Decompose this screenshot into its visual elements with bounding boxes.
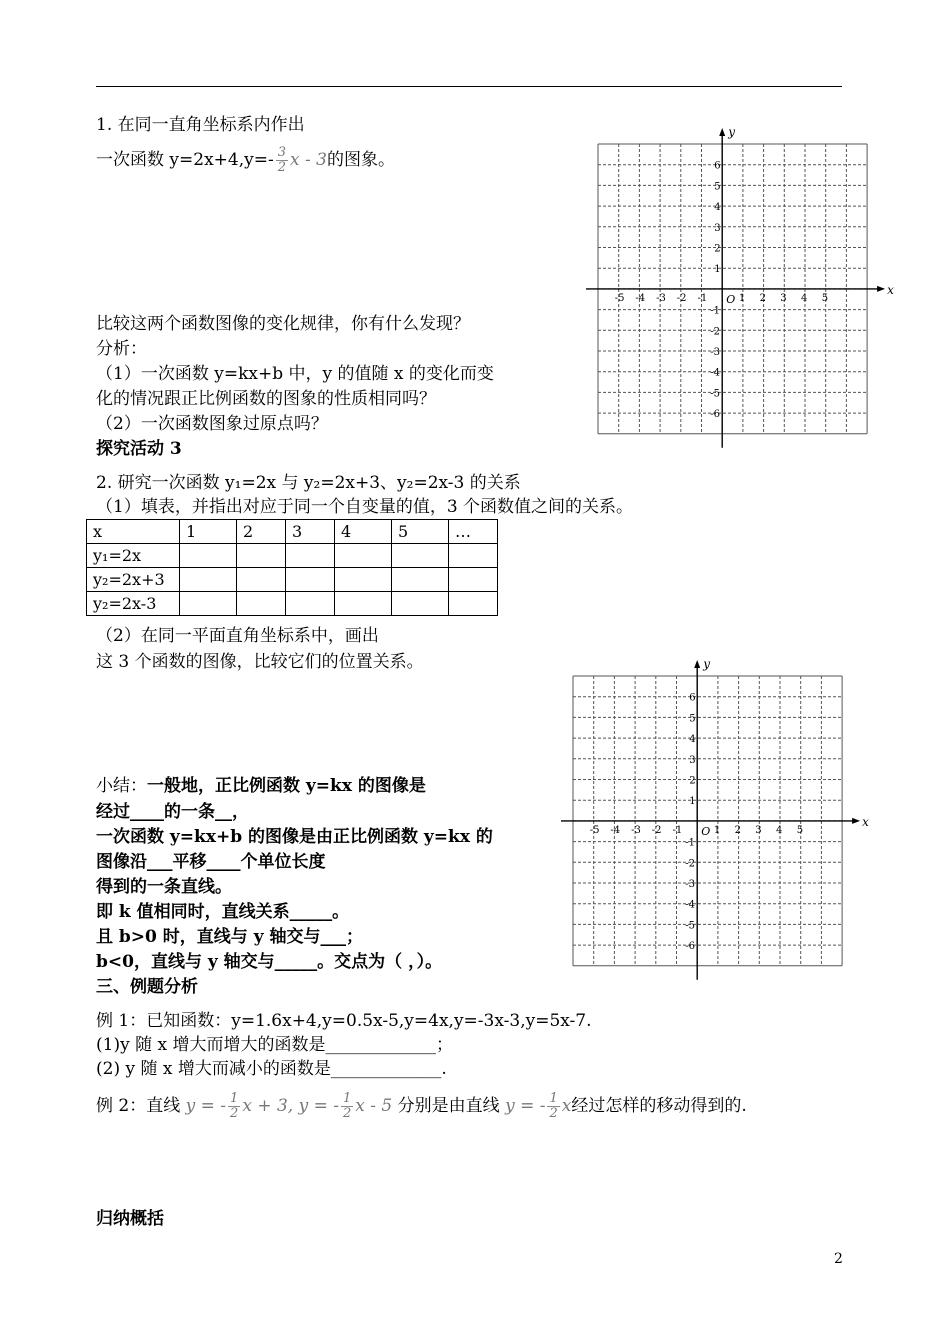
example-2: 例 2：直线 y = - $\frac{1}{2}$ x + 3, y = - $\frac{1}{2}$ x - 5 分别是由直线 y = - $\frac{1}{2}$ x经过怎样的移动得到的.	[96, 1091, 747, 1121]
summary-line7: 且 b>0 时，直线与 y 轴交与___；	[96, 927, 364, 947]
y-tick-label: -3	[710, 347, 720, 358]
example-1-part1: (1)y 随 x 增大而增大的函数是_____________；	[96, 1035, 453, 1055]
y-tick-label: -2	[710, 326, 720, 338]
table-header-cell: 2	[237, 520, 286, 544]
y-tick-label: -3	[685, 879, 695, 890]
y-axis-arrow	[694, 660, 700, 668]
table-header-cell: 5	[392, 520, 449, 544]
table-header-row	[87, 520, 498, 544]
summary-line6: 即 k 值相同时，直线关系_____。	[96, 902, 350, 922]
analysis-1-line1: （1）一次函数 y=kx+b 中，y 的值随 x 的变化而变	[96, 364, 494, 384]
y-tick-label: -1	[710, 305, 720, 317]
y-tick-label: 5	[689, 713, 696, 725]
x-tick-label: -3	[631, 824, 641, 836]
x-tick-label: 4	[776, 824, 783, 836]
analysis-label: 分析：	[96, 339, 147, 359]
x-tick-label: 4	[801, 292, 808, 304]
examples-heading: 三、例题分析	[96, 977, 198, 997]
header-rule	[96, 86, 842, 87]
x-tick-label: 1	[713, 824, 721, 836]
analysis-2: （2）一次函数图象过原点吗？	[96, 414, 328, 434]
x-tick-label: -3	[656, 292, 666, 304]
y-tick-label: 6	[689, 692, 696, 704]
y-tick-label: 6	[714, 160, 721, 172]
y-tick-label: -6	[710, 409, 720, 421]
summary-heading: 归纳概括	[96, 1209, 164, 1229]
x-axis-label: x	[862, 814, 869, 829]
summary-line2: 经过____的一条__，	[96, 802, 249, 822]
table-row-label: y₂=2x-3	[87, 592, 180, 616]
fraction-one-half: $\frac{1}{2}$	[343, 1091, 352, 1121]
table-row	[87, 544, 498, 568]
x-tick-label: -5	[614, 292, 625, 304]
fraction-three-halves: $\frac{3}{2}$	[277, 145, 286, 175]
question-1-line1: 1. 在同一直角坐标系内作出	[96, 115, 305, 135]
table-row	[87, 568, 498, 592]
fraction-one-half: $\frac{1}{2}$	[549, 1091, 558, 1121]
summary-line5: 得到的一条直线。	[96, 877, 232, 897]
x-axis-arrow	[852, 818, 860, 824]
table-row-label: y₂=2x+3	[87, 568, 180, 592]
x-tick-label: 3	[755, 824, 762, 836]
x-tick-label: -4	[610, 824, 621, 836]
y-tick-label: 5	[714, 181, 721, 193]
y-tick-label: -2	[685, 858, 695, 870]
summary-line1: 小结：一般地，正比例函数 y=kx 的图像是	[96, 776, 426, 796]
y-tick-label: -4	[685, 899, 695, 911]
y-tick-label: 2	[714, 243, 721, 255]
x-tick-label: -5	[589, 824, 600, 836]
example-1-part2: (2) y 随 x 增大而减小的函数是_____________.	[96, 1059, 447, 1079]
fraction-one-half: $\frac{1}{2}$	[230, 1091, 239, 1121]
y-tick-label: 4	[689, 734, 696, 746]
x-axis-label: x	[887, 282, 894, 297]
coordinate-grid-1	[586, 124, 894, 450]
example-1: 例 1：已知函数：y=1.6x+4,y=0.5x-5,y=4x,y=-3x-3,y=5x-7.	[96, 1011, 592, 1031]
analysis-1-line2: 化的情况跟正比例函数的图象的性质相同吗？	[96, 389, 436, 409]
x-tick-label: 2	[759, 292, 766, 304]
y-tick-label: 1	[714, 264, 721, 276]
y-tick-label: 1	[689, 796, 696, 808]
value-table	[86, 519, 498, 616]
question-2-2-line1: （2）在同一平面直角坐标系中，画出	[96, 626, 379, 646]
table-header-cell: 1	[180, 520, 237, 544]
x-tick-label: -2	[651, 824, 662, 836]
x-tick-label: 2	[734, 824, 741, 836]
y-tick-label: 3	[714, 222, 721, 234]
summary-line4: 图像沿___平移____个单位长度	[96, 852, 326, 872]
question-2: 2. 研究一次函数 y₁=2x 与 y₂=2x+3、y₂=2x-3 的关系	[96, 473, 521, 493]
y-tick-label: 3	[689, 754, 696, 766]
table-header-cell: x	[87, 520, 180, 544]
question-2-1: （1）填表，并指出对应于同一个自变量的值，3 个函数值之间的关系。	[96, 497, 634, 517]
x-tick-label: 5	[821, 292, 829, 304]
compare-question: 比较这两个函数图像的变化规律，你有什么发现？	[96, 314, 470, 334]
y-axis-label: y	[703, 657, 710, 671]
table-header-cell: 4	[335, 520, 392, 544]
x-tick-label: 5	[796, 824, 804, 836]
x-tick-label: -1	[697, 292, 708, 304]
y-tick-label: -6	[685, 941, 695, 953]
coordinate-grid-2	[561, 656, 869, 982]
table-row	[87, 592, 498, 616]
y-tick-label: 4	[714, 202, 721, 214]
x-tick-label: 1	[738, 292, 746, 304]
x-tick-label: 3	[780, 292, 787, 304]
question-1-line2: 一次函数 y=2x+4,y=- $\frac{3}{2}$ x - 3的图象。	[96, 145, 395, 175]
question-2-2-line2: 这 3 个函数的图像，比较它们的位置关系。	[96, 652, 424, 672]
x-axis-arrow	[877, 286, 885, 292]
page-number: 2	[834, 1251, 843, 1267]
x-tick-label: -2	[676, 292, 687, 304]
y-axis-arrow	[719, 128, 725, 136]
y-axis-label: y	[728, 125, 735, 139]
table-header-cell: 3	[286, 520, 335, 544]
y-tick-label: -4	[710, 367, 720, 379]
origin-label: O	[726, 292, 736, 306]
x-tick-label: -1	[672, 824, 683, 836]
y-tick-label: -5	[710, 388, 720, 400]
y-tick-label: 2	[689, 775, 696, 787]
summary-line8: b<0，直线与 y 轴交与_____。交点为（ ，）。	[96, 952, 443, 972]
activity-3-heading: 探究活动 3	[96, 439, 182, 459]
x-tick-label: -4	[635, 292, 646, 304]
y-tick-label: -1	[685, 837, 695, 849]
table-row-label: y₁=2x	[87, 544, 180, 568]
table-header-cell: …	[449, 520, 498, 544]
origin-label: O	[701, 824, 711, 838]
y-tick-label: -5	[685, 920, 695, 932]
summary-line3: 一次函数 y=kx+b 的图像是由正比例函数 y=kx 的	[96, 827, 493, 847]
